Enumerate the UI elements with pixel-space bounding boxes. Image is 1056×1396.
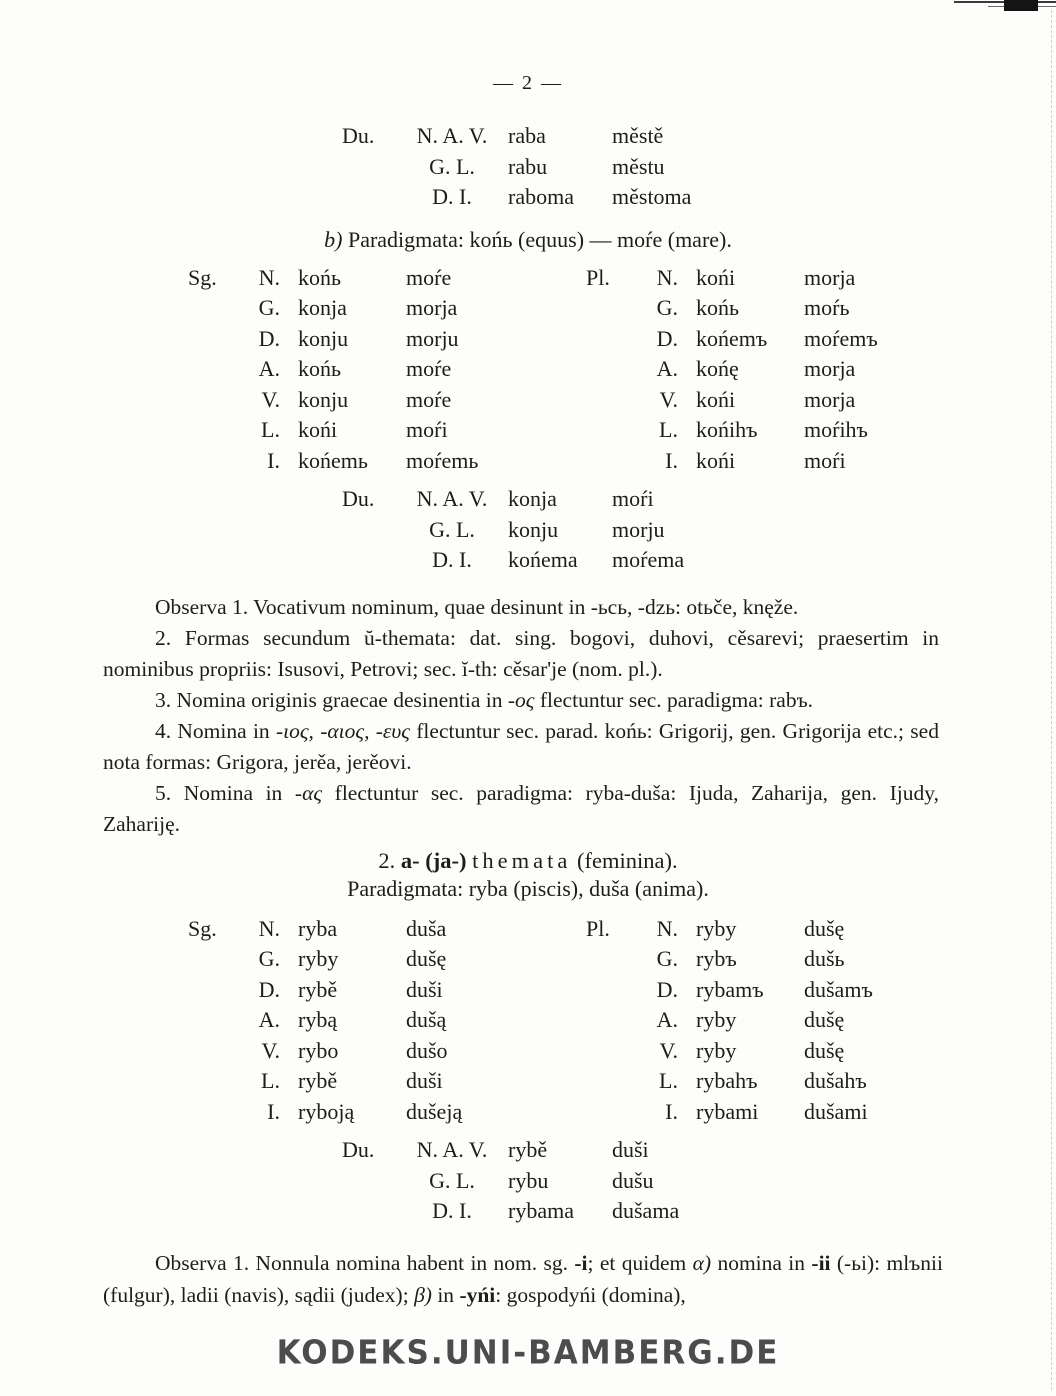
form-col1: rybama	[508, 1198, 574, 1223]
form-col1: konju	[508, 516, 559, 542]
case-label: N.	[656, 915, 678, 941]
form-col1: końь	[298, 356, 342, 381]
form-col1: końi	[696, 447, 736, 473]
form-col2: dušo	[406, 1037, 448, 1063]
observa-paragraph-4	[103, 716, 939, 778]
text-segment: (feminina).	[571, 847, 678, 873]
table-row	[396, 1196, 679, 1227]
text-segment: themata	[472, 847, 572, 873]
case-labels: G. L.	[429, 1167, 475, 1193]
form-col1: ryba	[298, 915, 338, 941]
table-row	[638, 1066, 926, 1097]
form-col1: ryboją	[298, 1098, 355, 1124]
text-segment: flectuntur sec. parad. końь: Grigorij, gen. Grigorija etc.; sed nota formas: Grigora, jerěa, jerěovi.	[103, 718, 939, 774]
form-col2: duši	[406, 976, 443, 1002]
form-col2: morja	[406, 295, 458, 320]
form-col1: rybą	[298, 1007, 338, 1032]
table-row	[638, 446, 926, 477]
form-col2: moŕe	[406, 386, 452, 412]
text-segment: : gospodyńi (domina),	[495, 1282, 686, 1307]
case-label: D.	[258, 976, 280, 1002]
form-col2: morju	[406, 325, 459, 351]
library-watermark: KODEKS.UNI-BAMBERG.DE	[276, 1333, 780, 1372]
form-col2: moŕema	[612, 547, 685, 572]
dual-rows	[396, 121, 691, 213]
text-segment: -ιος, -αιος, -ευς	[275, 718, 410, 743]
paradigm-heading-b	[0, 227, 1056, 253]
form-col1: końi	[696, 386, 736, 412]
form-col2: dušama	[612, 1198, 680, 1223]
case-label: I.	[267, 447, 280, 473]
case-label: G.	[258, 295, 280, 320]
form-col1: rybamъ	[696, 976, 764, 1002]
section-heading	[0, 848, 1056, 874]
case-label: L.	[659, 417, 678, 442]
table-row	[396, 545, 684, 576]
table-row	[638, 975, 926, 1006]
form-col1: raba	[508, 123, 546, 148]
table-row	[240, 354, 528, 385]
form-col2: moŕi	[804, 447, 846, 473]
text-segment: -i	[574, 1250, 588, 1275]
singular-column	[188, 914, 528, 1128]
form-col1: ryby	[696, 1037, 737, 1063]
form-col2: dušę	[804, 1007, 845, 1032]
table-row	[396, 484, 684, 515]
sg-rows	[240, 914, 528, 1128]
form-col1: końi	[696, 264, 736, 290]
text-segment: 4. Nomina in	[155, 718, 276, 743]
dual-label: Du.	[342, 123, 375, 148]
form-col1: rybahъ	[696, 1068, 758, 1093]
form-col1: raboma	[508, 184, 574, 209]
table-row	[396, 1166, 679, 1197]
form-col1: ryby	[696, 1007, 737, 1032]
case-label: N.	[656, 264, 678, 290]
section-subheading: Paradigmata: ryba (piscis), duša (anima).	[347, 875, 709, 901]
form-col1: konja	[508, 486, 557, 511]
observa-paragraph-3	[103, 685, 939, 716]
case-label: D.	[656, 976, 678, 1002]
dual-rows	[396, 1135, 679, 1227]
text-segment: 3. Nomina originis graecae desinentia in	[155, 687, 508, 712]
form-col2: dušamъ	[804, 976, 873, 1002]
text-segment: α)	[692, 1250, 712, 1275]
form-col2: moŕe	[406, 264, 452, 290]
form-col1: rybo	[298, 1037, 339, 1063]
form-col2: moŕe	[406, 356, 452, 381]
form-col1: ryby	[696, 915, 737, 941]
number-label-sg: Sg.	[188, 264, 217, 290]
table-row	[638, 324, 926, 355]
case-label: D.	[656, 325, 678, 351]
form-col1: końi	[298, 417, 338, 442]
case-label: L.	[261, 417, 280, 442]
case-label: G.	[656, 295, 678, 320]
plural-column	[586, 263, 926, 477]
form-col2: dušę	[406, 946, 447, 971]
scan-artifact-edge	[1051, 10, 1052, 1390]
table-row	[396, 152, 691, 183]
form-col1: konju	[298, 386, 349, 412]
form-col2: duši	[406, 1068, 443, 1093]
pl-rows	[638, 263, 926, 477]
form-col1: ryby	[298, 946, 339, 971]
table-row	[240, 1036, 528, 1067]
form-col1: konju	[298, 325, 349, 351]
case-label: V.	[261, 386, 280, 412]
form-col1: końь	[298, 264, 342, 290]
text-segment: ; et quidem	[587, 1250, 693, 1275]
table-row	[638, 914, 926, 945]
paradigm-table-kon-more	[0, 263, 1056, 477]
form-col1: rybě	[508, 1137, 548, 1162]
form-col1: rybě	[298, 976, 338, 1002]
form-col1: konja	[298, 295, 347, 320]
form-col2: moŕihъ	[804, 417, 868, 442]
case-label: A.	[656, 1007, 678, 1032]
form-col2: městoma	[612, 184, 692, 209]
form-col1: rabu	[508, 153, 548, 179]
number-label-pl: Pl.	[586, 915, 610, 941]
dual-table-ryba	[342, 1135, 1056, 1227]
table-row	[240, 385, 528, 416]
form-col1: końema	[508, 547, 578, 572]
number-label-sg: Sg.	[188, 915, 217, 941]
table-row	[638, 1005, 926, 1036]
observa-paragraph-5	[103, 778, 939, 840]
table-row	[240, 324, 528, 355]
table-row	[638, 415, 926, 446]
case-labels: D. I.	[432, 1198, 472, 1223]
table-row	[396, 121, 691, 152]
dual-label: Du.	[342, 486, 375, 511]
case-label: G.	[258, 946, 280, 971]
table-row	[638, 1036, 926, 1067]
form-col2: duši	[612, 1137, 649, 1162]
dual-table-kon	[342, 484, 1056, 576]
text-segment: -ας	[294, 780, 323, 805]
case-label: I.	[665, 1098, 678, 1124]
table-row	[240, 1005, 528, 1036]
dual-table-rab	[342, 121, 1056, 213]
text-segment: -ος	[507, 687, 535, 712]
text-segment: in	[431, 1282, 460, 1307]
text-segment: b)	[324, 226, 343, 252]
case-label: I.	[267, 1098, 280, 1124]
text-segment: 2. Formas secundum ŭ-themata: dat. sing. bogovi, duhovi, cěsarevi; praesertim in nominibus propriis: Isusovi, Petrovi; sec. ĭ-th: cěsar'je (nom. pl.).	[103, 625, 939, 681]
observa-notes-bottom	[103, 1247, 943, 1311]
table-row	[638, 944, 926, 975]
form-col1: końь	[696, 295, 740, 320]
table-row	[638, 293, 926, 324]
observa-paragraph-1	[103, 592, 939, 623]
form-col1: końihъ	[696, 417, 758, 442]
page-number: — 2 —	[493, 72, 563, 94]
form-col2: dušahъ	[804, 1068, 867, 1093]
table-row	[638, 354, 926, 385]
text-segment: flectuntur sec. paradigma: rabъ.	[534, 687, 814, 712]
form-col2: dušeją	[406, 1098, 463, 1124]
form-col2: moŕi	[406, 417, 448, 442]
dual-label: Du.	[342, 1137, 375, 1162]
case-label: V.	[659, 386, 678, 412]
case-label: D.	[258, 325, 280, 351]
scan-artifact-blob	[1004, 0, 1038, 11]
form-col2: městu	[612, 153, 665, 179]
case-label: A.	[656, 356, 678, 381]
case-label: V.	[261, 1037, 280, 1063]
table-row	[396, 182, 691, 213]
text-segment: a- (ja-)	[400, 847, 467, 873]
table-row	[240, 415, 528, 446]
text-segment: Observa 1. Vocativum nominum, quae desinunt in -ьcь, -dzь: otьče, knęže.	[155, 594, 799, 619]
singular-column	[188, 263, 528, 477]
case-label: A.	[258, 356, 280, 381]
form-col2: dušu	[612, 1167, 654, 1193]
text-segment: (-ьi): mlъnii (fulgur), ladii (navis), sądii (judex);	[103, 1250, 943, 1307]
table-row	[638, 263, 926, 294]
case-labels: N. A. V.	[416, 486, 488, 511]
paradigm-table-ryba-dusa	[0, 914, 1056, 1128]
text-segment: 2.	[378, 847, 401, 873]
case-labels: N. A. V.	[416, 1137, 488, 1162]
table-row	[240, 914, 528, 945]
form-col1: rybъ	[696, 946, 737, 971]
case-labels: G. L.	[429, 516, 475, 542]
plural-column	[586, 914, 926, 1128]
form-col1: końę	[696, 356, 739, 381]
case-label: A.	[258, 1007, 280, 1032]
form-col2: moŕemъ	[804, 325, 878, 351]
text-segment: -ii	[811, 1250, 831, 1275]
form-col2: dušami	[804, 1098, 868, 1124]
case-labels: G. L.	[429, 153, 475, 179]
observa-notes	[103, 592, 939, 840]
form-col1: rybu	[508, 1167, 549, 1193]
table-row	[240, 944, 528, 975]
observa-paragraph-1	[103, 1247, 943, 1311]
form-col2: dušę	[804, 915, 845, 941]
table-row	[240, 1097, 528, 1128]
table-row	[396, 1135, 679, 1166]
case-labels: D. I.	[432, 547, 472, 572]
form-col2: morju	[612, 516, 665, 542]
text-segment: nomina in	[711, 1250, 812, 1275]
form-col2: duša	[406, 915, 447, 941]
case-label: G.	[656, 946, 678, 971]
case-label: L.	[659, 1068, 678, 1093]
case-label: V.	[659, 1037, 678, 1063]
form-col2: dušą	[406, 1007, 447, 1032]
table-row	[240, 446, 528, 477]
form-col1: końemъ	[696, 325, 768, 351]
form-col1: rybě	[298, 1068, 338, 1093]
form-col2: městě	[612, 123, 664, 148]
form-col2: morja	[804, 356, 856, 381]
pl-rows	[638, 914, 926, 1128]
text-segment: -yńi	[459, 1282, 496, 1307]
case-label: N.	[258, 915, 280, 941]
form-col2: dušę	[804, 1037, 845, 1063]
table-row	[240, 263, 528, 294]
text-segment: 5. Nomina in	[155, 780, 295, 805]
form-col2: moŕemь	[406, 447, 479, 473]
text-segment: Observa 1. Nonnula nomina habent in nom. sg.	[155, 1250, 575, 1275]
text-segment: flectuntur sec. paradigma: ryba-duša: Ijuda, Zaharija, gen. Ijudy, Zahariję.	[103, 780, 939, 836]
table-row	[638, 1097, 926, 1128]
form-col1: rybami	[696, 1098, 759, 1124]
form-col2: dušь	[804, 946, 845, 971]
case-label: L.	[261, 1068, 280, 1093]
text-segment: β)	[414, 1282, 432, 1307]
case-labels: D. I.	[432, 184, 472, 209]
table-row	[240, 975, 528, 1006]
text-segment: Paradigmata: końь (equus) — moŕe (mare).	[342, 226, 732, 252]
form-col2: moŕь	[804, 295, 850, 320]
form-col2: morja	[804, 386, 856, 412]
sg-rows	[240, 263, 528, 477]
form-col2: morja	[804, 264, 856, 290]
table-row	[638, 385, 926, 416]
table-row	[240, 293, 528, 324]
observa-paragraph-2	[103, 623, 939, 685]
case-label: N.	[258, 264, 280, 290]
form-col1: końemь	[298, 447, 368, 473]
case-labels: N. A. V.	[416, 123, 488, 148]
dual-rows	[396, 484, 684, 576]
number-label-pl: Pl.	[586, 264, 610, 290]
table-row	[396, 515, 684, 546]
case-label: I.	[665, 447, 678, 473]
form-col2: moŕi	[612, 486, 654, 511]
table-row	[240, 1066, 528, 1097]
